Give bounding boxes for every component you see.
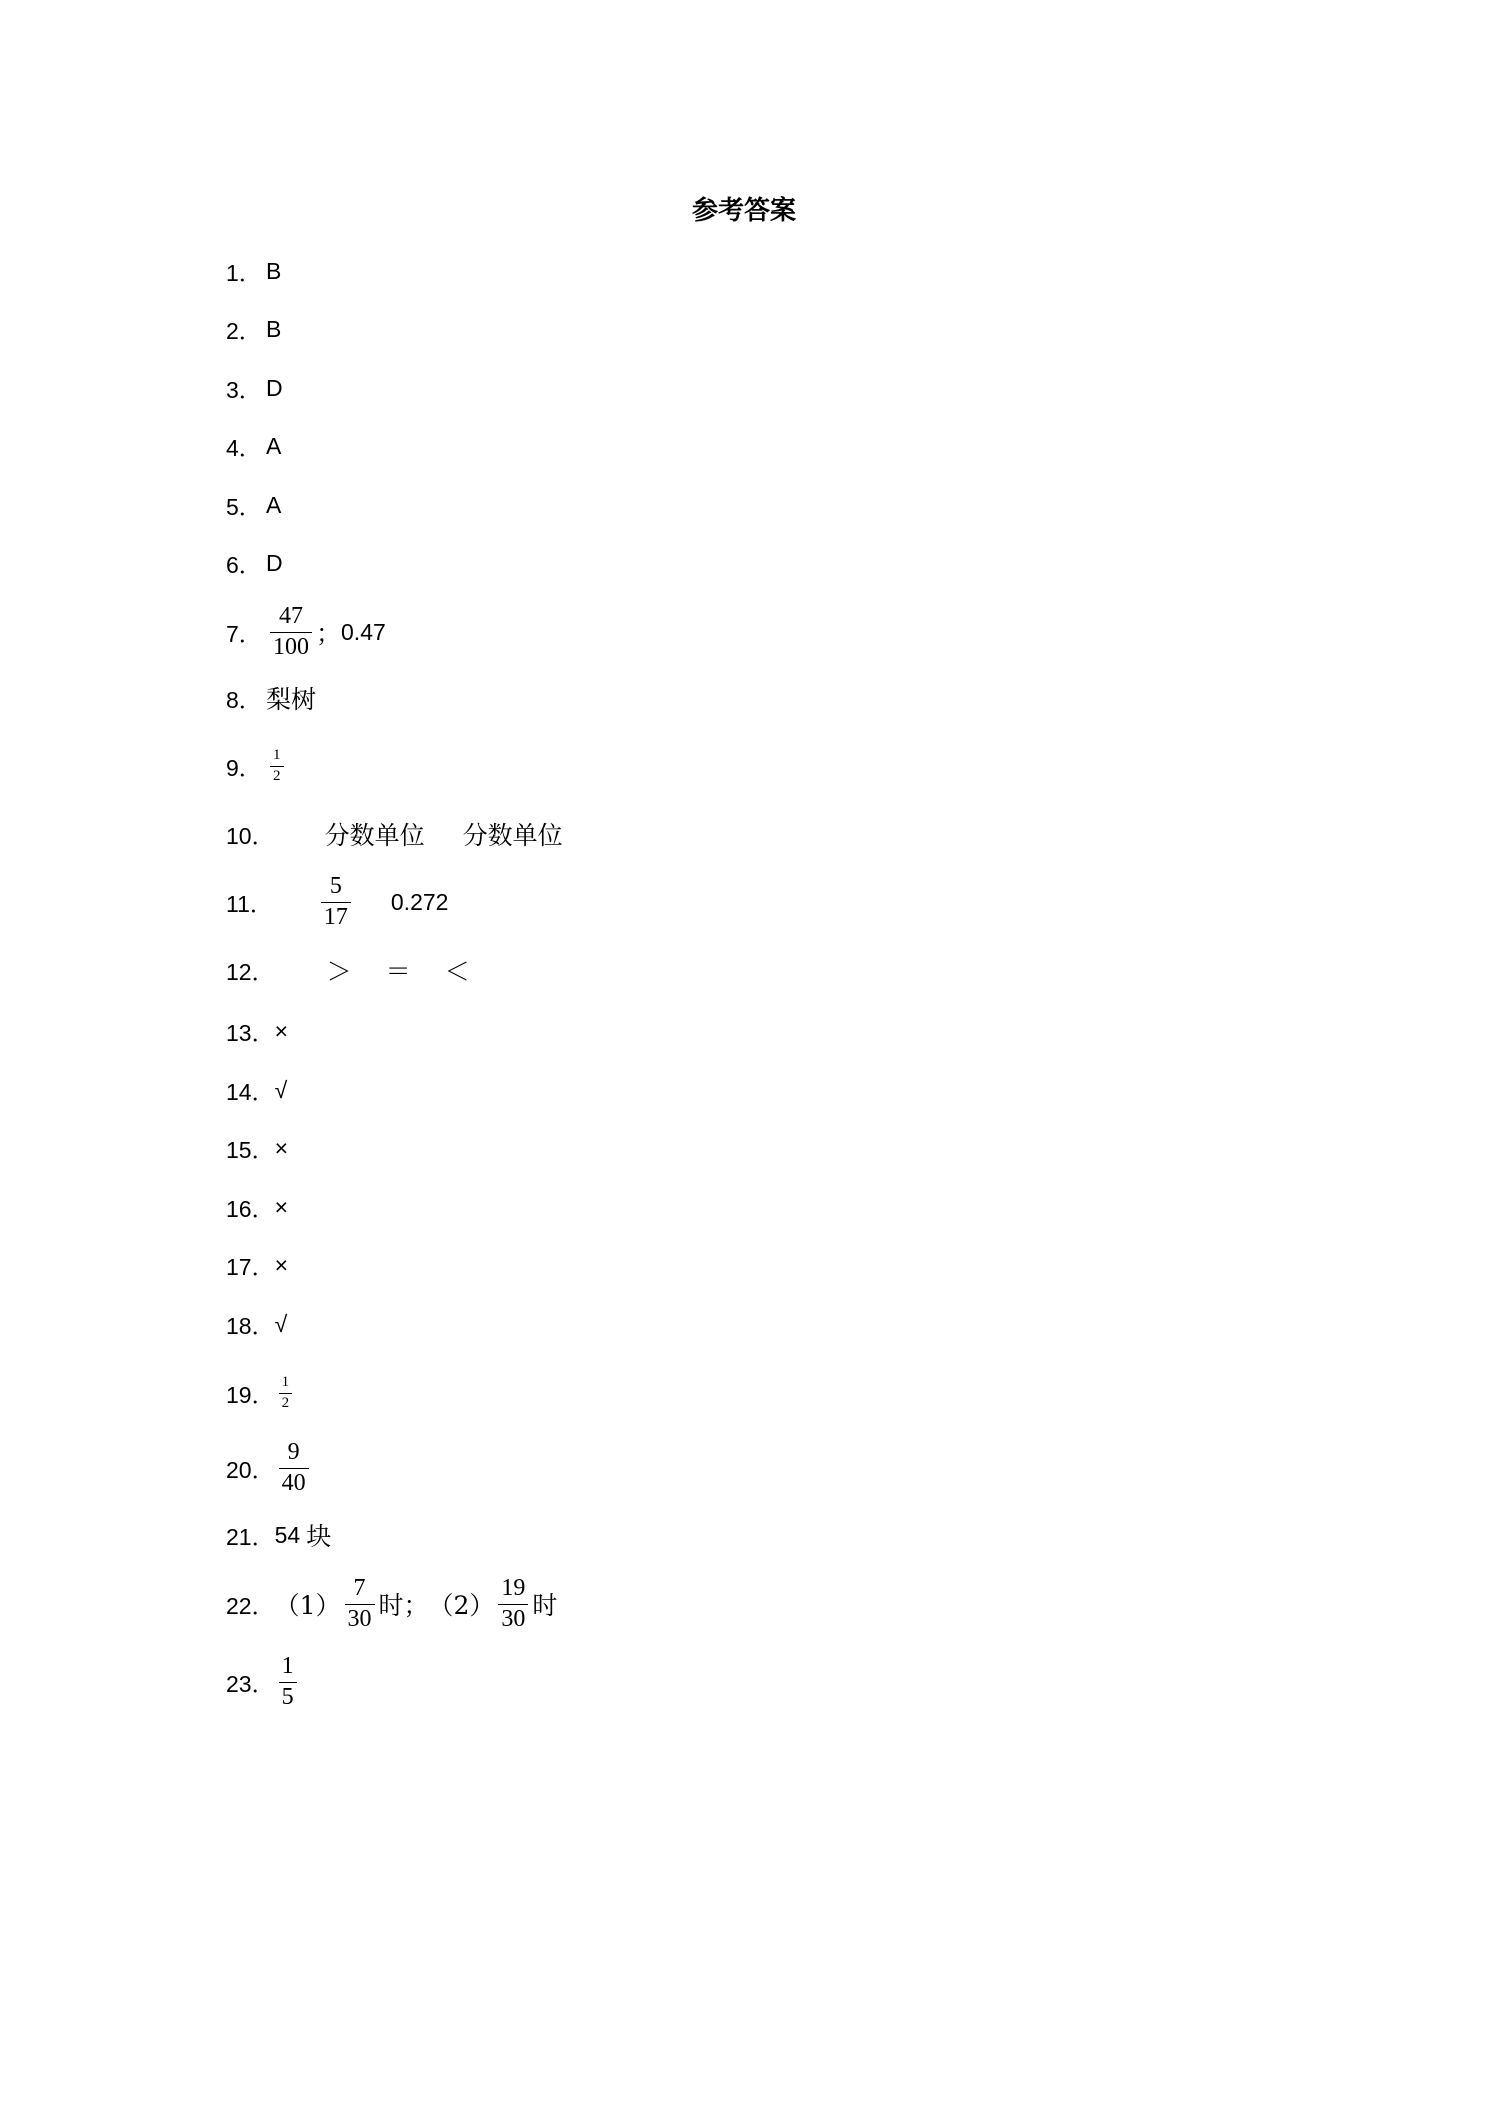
answer-number: 5． — [226, 493, 262, 520]
answer-number: 15． — [226, 1136, 275, 1163]
answer-text: A — [266, 432, 282, 459]
answer-4 — [226, 416, 281, 476]
answer-6 — [226, 533, 283, 593]
fraction-bar — [279, 1393, 293, 1394]
answer-number: 11． — [226, 890, 273, 917]
comparison-symbol-1: ＞ — [326, 957, 352, 986]
unit-1: 时； — [378, 1591, 429, 1620]
answer-20 — [226, 1436, 313, 1500]
answer-5 — [226, 475, 281, 535]
answer-blank-1: 分数单位 — [324, 821, 425, 850]
fraction — [321, 874, 351, 929]
fraction-bar — [498, 1604, 528, 1605]
answer-number: 13． — [226, 1019, 275, 1046]
answer-9 — [226, 736, 288, 796]
answer-text: × — [274, 1017, 289, 1044]
answer-text: A — [266, 491, 282, 518]
answer-text: 梨树 — [266, 685, 317, 714]
answer-number: 18． — [226, 1312, 275, 1339]
answer-21 — [226, 1505, 331, 1565]
fraction — [279, 1654, 297, 1709]
fraction-denominator: 17 — [323, 903, 348, 930]
answer-number: 12． — [226, 958, 275, 985]
answer-13 — [226, 1001, 288, 1061]
answer-number: 10． — [226, 822, 275, 849]
answer-number: 19． — [226, 1381, 275, 1408]
answer-number: 17． — [226, 1253, 275, 1280]
answer-18 — [226, 1294, 287, 1354]
fraction-numerator: 19 — [501, 1575, 526, 1602]
answer-19 — [226, 1363, 296, 1423]
answer-17 — [226, 1235, 288, 1295]
answer-text: × — [274, 1134, 289, 1161]
answer-text: D — [266, 549, 283, 576]
answer-blank-2: 0.272 — [390, 888, 449, 915]
answer-11 — [226, 870, 448, 934]
comparison-symbol-3: ＜ — [444, 957, 470, 986]
fraction — [270, 604, 312, 659]
fraction — [270, 748, 284, 785]
answer-10 — [226, 804, 563, 864]
answer-number: 4． — [226, 434, 262, 461]
answer-number: 1． — [226, 259, 262, 286]
answer-text: B — [266, 315, 282, 342]
answer-8 — [226, 668, 316, 728]
fraction-bar — [279, 1468, 309, 1469]
fraction-denominator: 40 — [281, 1469, 306, 1496]
answer-text: √ — [274, 1310, 288, 1337]
answer-text: × — [274, 1251, 289, 1278]
answer-number: 2． — [226, 317, 262, 344]
answer-number: 20． — [226, 1456, 275, 1483]
answer-number: 7． — [226, 620, 262, 647]
fraction-denominator: 2 — [281, 1394, 290, 1411]
fraction-numerator: 1 — [281, 1373, 290, 1390]
answer-blank-2: 分数单位 — [462, 821, 563, 850]
fraction-bar — [345, 1604, 375, 1605]
answer-3 — [226, 358, 283, 418]
unit-2: 时 — [532, 1591, 558, 1620]
answer-14 — [226, 1060, 287, 1120]
answer-unit: 块 — [306, 1522, 332, 1551]
fraction-numerator: 5 — [329, 873, 342, 900]
answer-number: 3． — [226, 376, 262, 403]
answer-text: × — [274, 1193, 289, 1220]
fraction-numerator: 7 — [353, 1575, 366, 1602]
fraction-numerator: 47 — [279, 603, 303, 630]
answer-15 — [226, 1118, 288, 1178]
fraction-denominator: 100 — [273, 633, 309, 660]
answer-number: 22． — [226, 1592, 275, 1619]
fraction — [279, 1440, 309, 1495]
answer-number: 8． — [226, 686, 262, 713]
fraction-numerator: 1 — [273, 746, 281, 763]
fraction-2 — [498, 1576, 528, 1631]
answer-value: 54 — [274, 1521, 301, 1548]
answer-number: 6． — [226, 551, 262, 578]
answer-text: D — [266, 374, 283, 401]
answer-number: 14． — [226, 1078, 275, 1105]
comparison-symbol-2: ＝ — [385, 957, 411, 986]
answer-12 — [226, 940, 470, 1000]
answer-number: 23． — [226, 1670, 275, 1697]
answer-text: B — [266, 257, 282, 284]
fraction-numerator: 1 — [281, 1653, 294, 1680]
fraction-bar — [270, 766, 284, 767]
part-label-1: （1） — [274, 1591, 341, 1620]
fraction-bar — [270, 632, 312, 633]
fraction-1 — [345, 1576, 375, 1631]
answer-22 — [226, 1572, 557, 1636]
fraction-bar — [279, 1682, 297, 1683]
fraction-denominator: 30 — [501, 1605, 526, 1632]
answer-text: √ — [274, 1076, 288, 1103]
page-title: 参考答案 — [691, 196, 796, 226]
answer-7 — [226, 600, 386, 664]
fraction-numerator: 9 — [287, 1439, 300, 1466]
part-label-2: （2） — [428, 1591, 495, 1620]
fraction — [279, 1375, 293, 1412]
answer-23 — [226, 1650, 301, 1714]
answer-number: 16． — [226, 1195, 275, 1222]
fraction-bar — [321, 902, 351, 903]
answer-16 — [226, 1177, 288, 1237]
fraction-denominator: 30 — [347, 1605, 372, 1632]
answer-1 — [226, 241, 281, 301]
answer-number: 21． — [226, 1523, 275, 1550]
answer-text: 0.47 — [341, 618, 386, 645]
fraction-denominator: 2 — [273, 767, 281, 784]
answer-2 — [226, 299, 281, 359]
answer-number: 9． — [226, 754, 262, 781]
fraction-denominator: 5 — [281, 1683, 294, 1710]
separator: ； — [316, 619, 342, 648]
